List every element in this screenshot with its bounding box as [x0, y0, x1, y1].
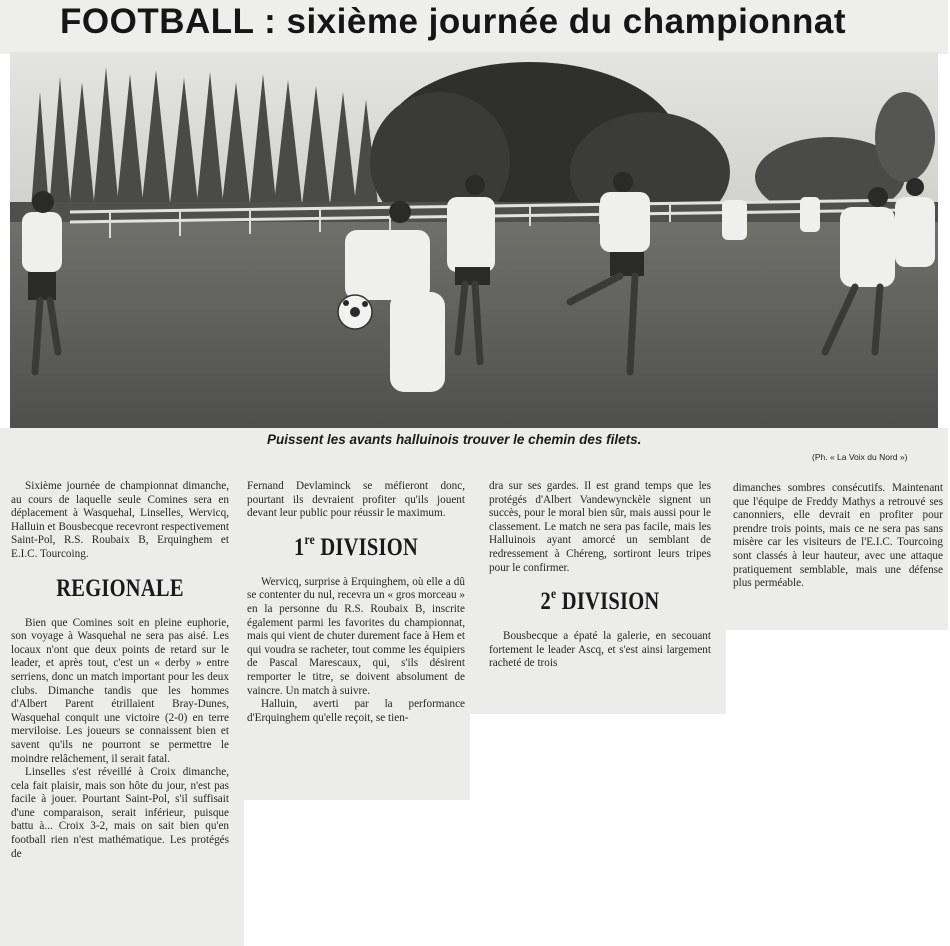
- paragraph: dimanches sombres consécutifs. Maintenant que l'équipe de Freddy Mathys a retrouvé ses canonniers, elle devrait en profiter pour prendre trois points, mais ce ne sera pas sans misère car les visiteurs de l'E.I.C. Tourcoing sont classés à leur hauteur, avec une attaque pratiquement semblable, mais une défense plus perméable.: [733, 482, 943, 590]
- photo-credit: (Ph. « La Voix du Nord »): [812, 452, 908, 462]
- heading-superscript: e: [551, 587, 557, 603]
- paragraph: Linselles s'est réveillé à Croix dimanche, cela fait plaisir, mais son hôte du jour, n'est pas facile à jouer. Pourtant Saint-Pol, s'il suffisait d'une comparaison, serait inférieur, puisque battu à... Croix 3-2, mais on sait bien qu'en football rien n'est mathématique. Les protégés de: [11, 766, 229, 860]
- photo-caption: Puissent les avants halluinois trouver le chemin des filets.: [267, 432, 642, 447]
- paragraph: dra sur ses gardes. Il est grand temps que les protégés d'Albert Vandewynckèle signent un succès, pour le moral bien sûr, mais aussi pour le classement. Le match ne sera pas facile, mais les Halluinois ayant amorcé un semblant de redressement à Chéreng, sortiront leurs tripes pour le confirmer.: [489, 480, 711, 574]
- article-column-1: [11, 480, 229, 861]
- heading-text: DIVISION: [556, 588, 660, 616]
- heading-number: 1: [293, 533, 305, 561]
- section-heading-1re-division: [267, 534, 446, 562]
- article-column-3: [489, 480, 711, 671]
- heading-text: DIVISION: [314, 533, 419, 561]
- heading-superscript: re: [304, 532, 315, 548]
- paragraph: Bien que Comines soit en pleine euphorie, son voyage à Wasquehal ne sera pas aisé. Les locaux n'ont que deux points de retard sur le leader, et après tout, c'est un « derby » entre serriens, donc un match important pour les deux clubs. Dimanche tandis que les hommes d'Albert Parent étrillaient Bray-Dunes, Wasquehal conquit une victoire (2-0) en terre merviloise. Les joueurs se connaissent bien et savent qu'ils ne pourront se permettre le moindre relâchement, il serait fatal.: [11, 616, 229, 765]
- paragraph: Bousbecque a épaté la galerie, en secouant fortement le leader Ascq, et s'est ainsi largement racheté de trois: [489, 630, 711, 670]
- headline: FOOTBALL : sixième journée du championnat: [60, 2, 847, 41]
- paragraph: Fernand Devlaminck se méfieront donc, pourtant ils devraient profiter qu'ils jouent devant leur public pour réussir le maximum.: [247, 480, 465, 520]
- paragraph: Halluin, averti par la performance d'Erquinghem qu'elle reçoit, se tien-: [247, 698, 465, 724]
- paragraph: Sixième journée de championnat dimanche, au cours de laquelle seule Comines sera en déplacement à Wasquehal, Linselles, Wervicq, Halluin et Bousbecque recevront respectivement Saint-Pol, R.S. Roubaix B, Erquinghem et E.I.C. Tourcoing.: [11, 480, 229, 560]
- article-column-4: [733, 482, 943, 591]
- paragraph: Wervicq, surprise à Erquinghem, où elle a dû se contenter du nul, recevra un « gros morceau » en la personne du R.S. Roubaix B, inscrite également parmi les favorites du championnat, mais qui vient de chuter durement face à Hem et qui voudra se racheter, tout comme les équipiers de Pascal Marescaux, qui, s'ils désirent remporter le titre, se doivent absolument de vaincre. Un match à suivre.: [247, 575, 465, 697]
- heading-number: 2: [540, 588, 552, 616]
- section-heading-2e-division: [509, 588, 691, 616]
- article-column-2: [247, 480, 465, 725]
- football-match-photo: [10, 52, 938, 429]
- section-heading-regionale: REGIONALE: [56, 574, 184, 602]
